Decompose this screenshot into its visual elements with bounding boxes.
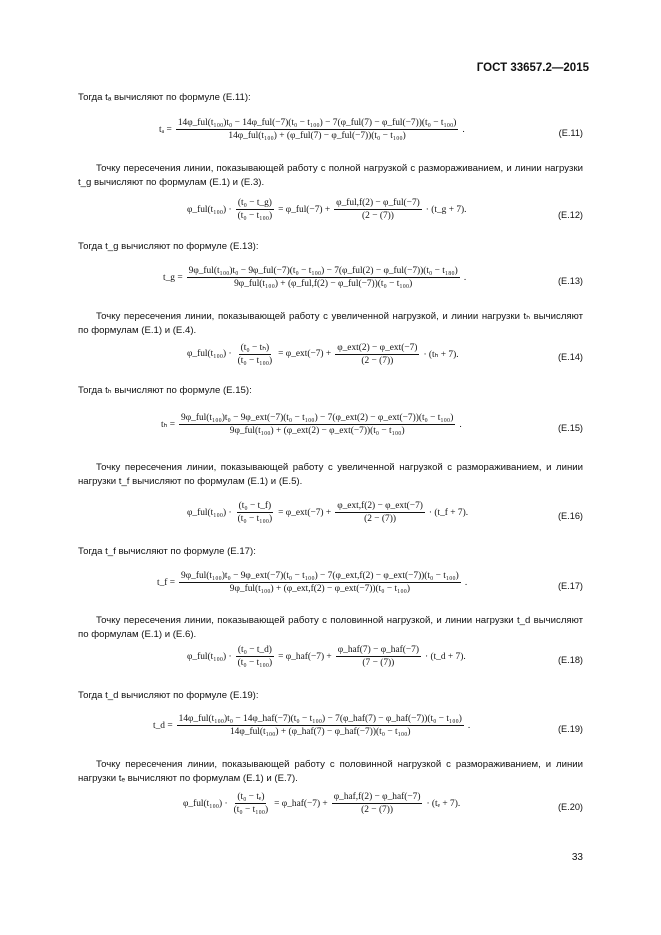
fraction-denominator: (2 − (7)) <box>361 805 393 815</box>
equation-term: = φ_ext(−7) + <box>278 507 332 518</box>
equation-e20 <box>182 792 461 815</box>
fraction-denominator: (t₀ − t₁₀₀) <box>237 356 273 366</box>
equation-denominator: 14φ_ful(t₁₀₀) + (φ_ful(7) − φ_ful(−7))(t₀ − t₁₀₀) <box>228 131 406 141</box>
fraction-numerator: (t₀ − tₕ) <box>240 343 270 353</box>
equation-tail: . <box>464 577 468 588</box>
fraction-numerator: φ_ful,f(2) − φ_ful(−7) <box>336 198 420 208</box>
paragraph: Точку пересечения линии, показывающей работу с полной нагрузкой с размораживанием, и линии нагрузки t_g вычисляют по формулам (Е.1) и (Е.3). <box>78 163 583 188</box>
equation-label: (Е.13) <box>557 276 583 286</box>
paragraph: Тогда tₐ вычисляют по формуле (Е.11): <box>78 92 251 103</box>
equation-denominator: 14φ_ful(t₁₀₀) + (φ_haf(7) − φ_haf(−7))(t₀ − t₁₀₀) <box>229 727 411 737</box>
equation-e18 <box>186 645 467 668</box>
equation-label: (Е.16) <box>557 511 583 521</box>
equation-numerator: 9φ_ful(t₁₀₀)t₀ − 9φ_ext(−7)(t₀ − t₁₀₀) − 7(φ_ext,f(2) − φ_ext(−7))(t₀ − t₁₀₀) <box>181 571 459 581</box>
paragraph: Тогда t_g вычисляют по формуле (Е.13): <box>78 241 259 252</box>
equation-e13 <box>162 266 467 289</box>
equation-term: φ_ful(t₁₀₀) · <box>187 204 232 215</box>
equation-denominator: 9φ_ful(t₁₀₀) + (φ_ext(2) − φ_ext(−7))(t₀ − t₁₀₀) <box>229 426 405 436</box>
fraction-numerator: (t₀ − tₑ) <box>237 792 265 802</box>
fraction-denominator: (t₀ − t₁₀₀) <box>237 514 273 524</box>
equation-lhs: t_f = <box>157 577 176 588</box>
equation-label: (Е.15) <box>557 423 583 433</box>
equation-tail: . <box>463 272 467 283</box>
equation-lhs: tₐ = <box>159 124 172 135</box>
equation-e19 <box>152 714 471 737</box>
equation-term: = φ_haf(−7) + <box>274 798 328 809</box>
equation-tail: . <box>459 419 462 430</box>
equation-tail: . <box>467 720 471 731</box>
paragraph: Точку пересечения линии, показывающей работу с половинной нагрузкой с размораживанием, и линии нагрузки tₑ вычисляют по формулам (Е.1) и (Е.7). <box>78 759 583 784</box>
equation-term: · (t_d + 7). <box>424 651 466 662</box>
equation-term: · (t_f + 7). <box>428 507 469 518</box>
equation-e16 <box>186 501 469 524</box>
paragraph: Точку пересечения линии, показывающей работу с увеличенной нагрузкой, и линии нагрузки tₕ вычисляют по формулам (Е.1) и (Е.4). <box>78 311 583 336</box>
fraction-denominator: (2 − (7)) <box>362 211 394 221</box>
fraction-numerator: (t₀ − t_d) <box>237 645 272 655</box>
fraction-denominator: (2 − (7)) <box>364 514 396 524</box>
equation-e11 <box>158 118 466 141</box>
equation-numerator: 9φ_ful(t₁₀₀)t₀ − 9φ_ful(−7)(t₀ − t₁₀₀) − 7(φ_ful(2) − φ_ful(−7))(t₀ − t₁₈₀) <box>188 266 458 276</box>
equation-term: · (t_g + 7). <box>425 204 467 215</box>
equation-label: (Е.18) <box>557 655 583 665</box>
page-number: 33 <box>571 852 583 863</box>
fraction-denominator: (t₀ − t₁₀₀) <box>233 805 269 815</box>
equation-label: (Е.11) <box>558 128 583 138</box>
equation-denominator: 9φ_ful(t₁₀₀) + (φ_ext,f(2) − φ_ext(−7))(t₀ − t₁₀₀) <box>229 584 411 594</box>
paragraph: Точку пересечения линии, показывающей работу с половинной нагрузкой, и линии нагрузки t_d вычисляют по формулам (Е.1) и (Е.6). <box>78 615 583 640</box>
equation-label: (Е.17) <box>557 581 583 591</box>
document-header: ГОСТ 33657.2—2015 <box>476 62 589 74</box>
paragraph: Тогда t_d вычисляют по формуле (Е.19): <box>78 690 259 701</box>
equation-term: φ_ful(t₁₀₀) · <box>183 798 228 809</box>
fraction-numerator: φ_haf(7) − φ_haf(−7) <box>337 645 419 655</box>
equation-term: φ_ful(t₁₀₀) · <box>187 651 232 662</box>
paragraph: Тогда t_f вычисляют по формуле (Е.17): <box>78 546 256 557</box>
equation-label: (Е.20) <box>557 802 583 812</box>
equation-label: (Е.19) <box>557 724 583 734</box>
fraction-numerator: (t₀ − t_g) <box>237 198 272 208</box>
equation-term: · (tₑ + 7). <box>426 798 461 809</box>
equation-term: = φ_ext(−7) + <box>278 349 332 359</box>
equation-lhs: t_d = <box>153 720 173 731</box>
equation-lhs: t_g = <box>163 272 183 283</box>
equation-e17 <box>156 571 468 594</box>
equation-lhs: tₕ = <box>161 420 176 430</box>
equation-numerator: 14φ_ful(t₁₀₀)t₀ − 14φ_haf(−7)(t₀ − t₁₀₀) − 7(φ_haf(7) − φ_haf(−7))(t₀ − t₁₀₀) <box>178 714 462 724</box>
equation-tail: . <box>462 124 465 135</box>
fraction-numerator: (t₀ − t_f) <box>238 501 272 511</box>
equation-term: φ_ful(t₁₀₀) · <box>187 349 232 359</box>
equation-term: = φ_ful(−7) + <box>278 204 331 215</box>
paragraph: Точку пересечения линии, показывающей работу с увеличенной нагрузкой с размораживанием, и линии нагрузки t_f вычисляют по формулам (Е.1) и (Е.5). <box>78 462 583 487</box>
equation-numerator: 14φ_ful(t₁₀₀)t₀ − 14φ_ful(−7)(t₀ − t₁₀₀) − 7(φ_ful(7) − φ_ful(−7))(t₀ − t₁₀₀) <box>177 118 457 128</box>
fraction-denominator: (7 − (7)) <box>362 658 395 668</box>
fraction-denominator: (2 − (7)) <box>361 355 394 366</box>
equation-numerator: 9φ_ful(t₁₀₀)t₀ − 9φ_ext(−7)(t₀ − t₁₀₀) − 7(φ_ext(2) − φ_ext(−7))(t₀ − t₁₀₀) <box>181 413 454 423</box>
paragraph: Тогда tₕ вычисляют по формуле (Е.15): <box>78 385 252 396</box>
equation-term: = φ_haf(−7) + <box>278 651 332 662</box>
fraction-numerator: φ_ext(2) − φ_ext(−7) <box>337 342 418 353</box>
equation-label: (Е.12) <box>557 210 583 220</box>
equation-denominator: 9φ_ful(t₁₀₀) + (φ_ful,f(2) − φ_ful(−7))(t₀ − t₁₀₀) <box>234 279 413 289</box>
equation-label: (Е.14) <box>557 352 583 362</box>
fraction-denominator: (t₀ − t₁₀₀) <box>237 211 273 221</box>
fraction-numerator: φ_ext,f(2) − φ_ext(−7) <box>337 501 423 511</box>
fraction-denominator: (t₀ − t₁₀₀) <box>237 658 273 668</box>
equation-term: φ_ful(t₁₀₀) · <box>187 507 232 518</box>
equation-e14 <box>186 342 460 366</box>
fraction-numerator: φ_haf,f(2) − φ_haf(−7) <box>333 792 421 802</box>
equation-term: · (tₕ + 7). <box>423 349 459 360</box>
equation-e15 <box>160 413 463 436</box>
equation-e12 <box>186 198 467 221</box>
